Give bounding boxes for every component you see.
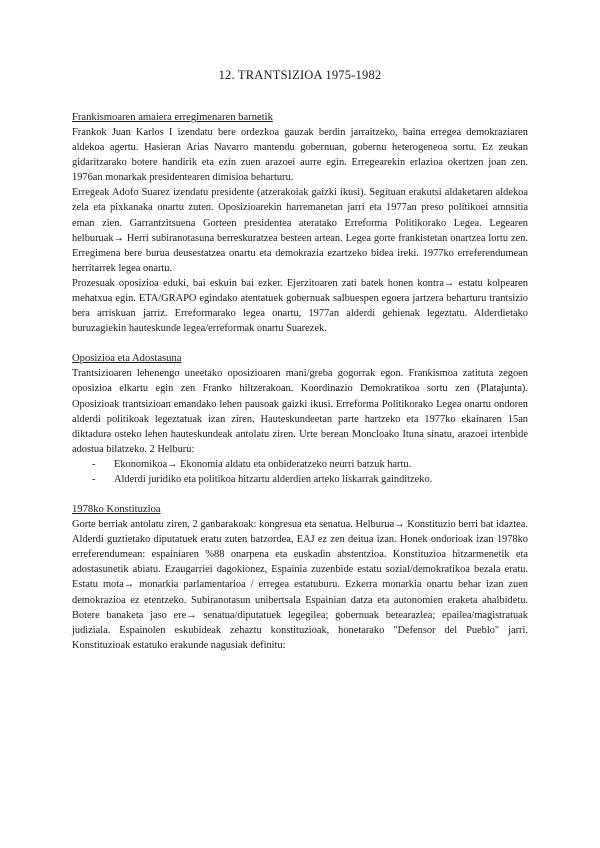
bullet-dash: - [92, 458, 96, 470]
paragraph: Erregeak Adofo Suarez izendatu presidente (atzerakoiak gaizki ikusi). Segituan erakutsi aldaketaren aldekoa zela eta pixkanaka onartu zuten. Oposizioarekin harremanetan jarri eta 1977an preso politikoei amnsitia eman zien. Garrantzitsuena Gorteen presidentea ateratako Erreforma Politikorako Legea. Legearen helburuak→ Herri subiranotasuna berreskuratzea besteen artean. Legea gorte frankistetan onartzea lortu zen. Erregimena bere burua deusestatzea onartu eta demokrazia ezartzeko bidea ireki. 1977ko erreferendumean herritarrek legea onartu. [72, 187, 528, 274]
bullet-list [72, 457, 528, 487]
section-heading: Frankismoaren amaiera erregimenaren barnetik [72, 112, 273, 123]
list-item-text: Alderdi juridiko eta politikoa hitzartu alderdien arteko liskarrak gainditzeko. [114, 473, 433, 485]
paragraph: Trantsizioaren lehenengo uneetako oposizioaren mani/greba gogorrak egon. Frankismoa zatituta zegoen oposizioa elkartu egin zen Franko hiltzerakoan. Koordinazio Demokratikoa sortu zen (Platajunta). Oposizioak trantsizioan emandako lehen pausoak gaizki ikusi. Erreforma Politikorako Legea onartu ondoren alderdi politikoak legeztatuak izan ziren. Hauteskundeetan parte hartzeko eta 1977ko ekainaren 15an diktadura osteko lehen hauteskundeak antolatu ziren. Urte berean Moncloako Ituna sinatu, arazoei irtenbide adostua bilatzeko. 2 Helburu: [72, 368, 528, 455]
paragraph: Gorte berriak antolatu ziren, 2 ganbarakoak: kongresua eta senatua. Helburua→ Konstituzio berri bat idaztea. Alderdi guztietako diputatuek eratu zuten batzordea, EAJ ez zen deitua izan. Honek ondorioak izan 1978ko erreferendumean: espainiaren %88 onarpena eta euskadin abstentzioa. Konstituzioa hitzarmenetik eta adostasunetik abiatu. Ezaugarriei dagokionez, Espainia zuzenbide estatu sozial/demokratikoa bezala eratu. Estatu mota→ monarkia parlamentarioa / erregea estatuburu. Ezkerra monarkia onartu behar izan zuen demokrazioa ez etentzeko. Subiranotasun unibertsala Espainian datza eta autonomien eraketa ahalbidetu. Botere banaketa jaso ere→ senatua/diputatuek legegilea; gobernuak betearazlea; epailea/magistratuak judiziala. Espainolen eskubideak zehaztu konstituzioak, honetarako "Defensor del Pueblo" jarri. Konstituzioak estatuko erakunde nagusiak definitu: [72, 519, 528, 651]
list-item [92, 457, 528, 472]
section-konstituzioa [72, 502, 528, 653]
paragraph: Frankok Juan Karlos I izendatu bere ordezkoa gauzak berdin jarraitzeko, baina erregea demokraziaren aldekoa agertu. Hasieran Arias Navarro mantendu gobernuan, gobernu heterogeneoa sortu. Ez zeukan gidaritzarako botere handirik eta ezin zuen arazoei aurre egin. Erregearekin erlazioa okertzen joan zen. 1976an monarkak presidentearen dimisioa beharturu. [72, 127, 528, 184]
paragraph: Prozesuak oposizioa eduki, bai eskuin bai ezker. Ejerzitoaren zati batek honen kontra→ estatu kolpearen mehatxua egin. ETA/GRAPO egindako atentatuek gobernuak salbuespen egoera jartzera beharturu trantsizio bera arriskuan jarriz. Erreformarako legea onartu, 1977an alderdi gehienak legeztatu. Alderdietako buruzagiekin hauteskunde legea/erreformak onartu Suarezek. [72, 277, 528, 335]
section-oposizioa [72, 351, 528, 487]
page-title: 12. TRANTSIZIOA 1975-1982 [218, 68, 382, 82]
document-body [72, 110, 528, 668]
list-item-text: Ekonomikoa→ Ekonomia aldatu eta onbideratzeko neurri batzuk hartu. [114, 458, 412, 470]
section-frankismo [72, 110, 528, 336]
section-heading: 1978ko Konstituzioa [72, 504, 161, 516]
section-heading: Oposizioa eta Adostasuna [72, 353, 182, 365]
list-item [92, 472, 528, 487]
bullet-dash: - [92, 473, 96, 485]
